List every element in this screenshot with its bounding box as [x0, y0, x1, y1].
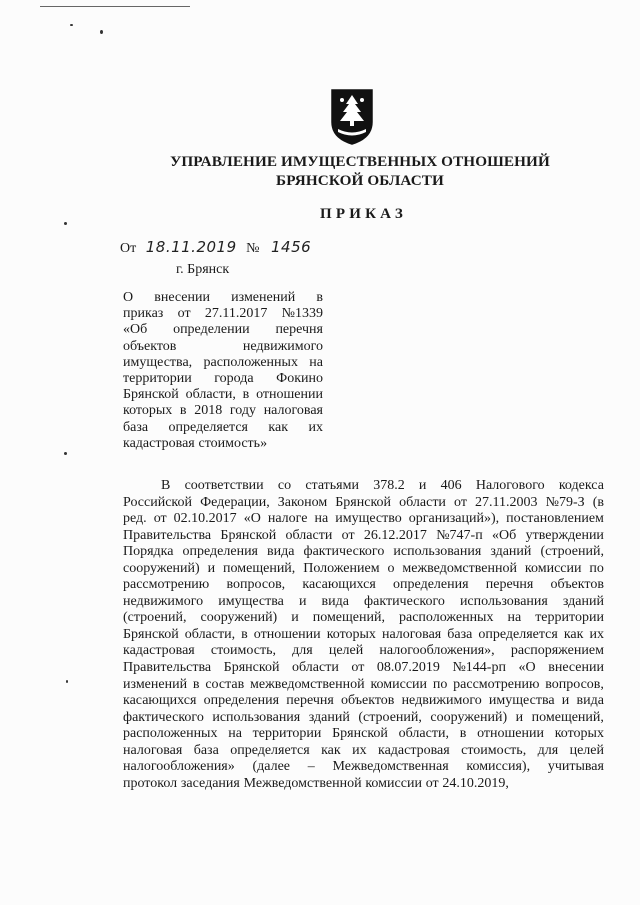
word: вопросов, [545, 676, 604, 692]
body-line [123, 561, 604, 578]
word: недвижимого [242, 338, 323, 354]
word: вопросов, [226, 577, 286, 593]
organization-name-line1: УПРАВЛЕНИЕ ИМУЩЕСТВЕННЫХ ОТНОШЕНИЙ [170, 153, 550, 170]
word: комиссии [370, 676, 428, 692]
order-body [123, 478, 604, 792]
word: на [314, 511, 329, 527]
word: отношении [256, 387, 323, 403]
word: кодекса [558, 478, 604, 493]
word: на [507, 610, 522, 626]
word: 378.2 [373, 478, 405, 493]
word: недвижимого [401, 693, 482, 709]
word: зданий [308, 709, 350, 725]
word: на [228, 726, 242, 742]
word: стоимость, [461, 742, 527, 758]
body-line [123, 610, 604, 627]
scan-speck [70, 24, 73, 26]
word: Брянской [123, 626, 179, 642]
date-number-line [120, 238, 311, 257]
word: Брянской [123, 387, 179, 403]
word: соответствии [184, 478, 264, 493]
scan-speck [64, 452, 67, 455]
body-line [123, 726, 604, 743]
word: Фокино [276, 371, 323, 387]
body-line [123, 511, 604, 528]
handwritten-date: 18.11.2019 [145, 238, 237, 256]
word: в [179, 403, 187, 419]
word: от [425, 775, 439, 791]
subject-line [123, 371, 323, 387]
word: Порядка [123, 544, 174, 560]
word: зданий [562, 593, 604, 609]
document-type: ПРИКАЗ [320, 206, 407, 222]
word: территории [252, 726, 322, 742]
word: целей [569, 742, 604, 758]
word: (в [592, 494, 604, 510]
word: организаций»), [408, 511, 500, 527]
word: налогообложения» [123, 759, 235, 775]
word: определения [182, 544, 258, 560]
word: сооружений) [430, 709, 508, 725]
word: от [177, 306, 191, 322]
scan-speck [64, 222, 67, 225]
word: изменений [231, 290, 296, 305]
word: в [241, 626, 248, 642]
word: (строений, [123, 610, 187, 626]
word: в [316, 290, 323, 305]
word: №747-п [436, 527, 483, 543]
subject-line [123, 436, 323, 452]
word: постановлением [506, 511, 604, 527]
word: перечня [286, 693, 334, 709]
word: Межведомственная [332, 759, 449, 775]
word: 02.10.2017 [173, 511, 237, 527]
word: в [459, 726, 467, 742]
word: как [321, 742, 341, 758]
word: от [341, 527, 355, 543]
word: помещений, [531, 709, 604, 725]
word: помещений, [312, 610, 385, 626]
word: для [537, 742, 559, 758]
word: использования [459, 593, 548, 609]
word: О [123, 290, 134, 305]
word: объектов [550, 577, 604, 593]
word: объектов [340, 693, 395, 709]
word: вида [576, 693, 604, 709]
word: определения [393, 577, 469, 593]
word: кадастровая [123, 435, 195, 451]
word: приказ [123, 306, 164, 322]
word: статьями [305, 478, 359, 493]
scan-border-line [40, 6, 190, 7]
word: 406 [440, 478, 462, 493]
word: Брянской [223, 660, 280, 676]
body-line [123, 528, 604, 545]
word: стоимость» [198, 435, 268, 451]
body-line [123, 544, 604, 561]
word: на [309, 354, 323, 370]
word: Брянской [332, 726, 388, 742]
word: состав [205, 676, 245, 692]
word: и [561, 693, 570, 709]
word: сооружений) [200, 610, 278, 626]
subject-line [123, 420, 323, 436]
word: Законом [277, 494, 328, 510]
word: и [515, 709, 524, 725]
word: №144-рп [452, 660, 506, 676]
word: Федерации, [200, 494, 270, 510]
word: области, [185, 387, 236, 403]
organization-name-line2: БРЯНСКОЙ ОБЛАСТИ [276, 172, 444, 189]
word: комиссии [365, 775, 422, 791]
word: «Об [123, 322, 148, 338]
word: города [214, 371, 254, 387]
word: целей [328, 643, 364, 659]
word: сооружений) [123, 560, 200, 576]
word: расположенных [123, 726, 218, 742]
word: области [399, 494, 446, 510]
word: вида [321, 593, 349, 609]
body-line [123, 495, 604, 512]
word: №1339 [281, 306, 323, 322]
word: в [192, 676, 200, 692]
word: их [308, 419, 323, 435]
body-line [123, 577, 604, 594]
body-line [123, 627, 604, 644]
subject-line [123, 306, 323, 322]
word: как [563, 626, 584, 642]
body-line [123, 743, 604, 760]
word: кадастровая [123, 643, 195, 659]
word: Межведомственной [243, 775, 362, 791]
word: области [285, 527, 333, 543]
word: фактического [364, 593, 445, 609]
word: от [454, 494, 467, 510]
word: в [242, 387, 250, 403]
word: отношении [477, 726, 544, 742]
word: вида [267, 544, 295, 560]
word: «Об [492, 527, 517, 543]
word: Правительства [123, 660, 212, 676]
word: Правительства [123, 527, 212, 543]
date-prefix: От [120, 241, 137, 256]
word: Положением [303, 560, 380, 576]
word: кадастровая [377, 742, 450, 758]
word: их [352, 742, 367, 758]
word: касающихся [123, 693, 197, 709]
body-line [123, 660, 604, 677]
subject-line [123, 403, 323, 419]
word: расположенных [399, 610, 494, 626]
organization-header [150, 152, 570, 190]
word: ред. [123, 511, 147, 527]
word: база [193, 742, 219, 758]
word: определения [203, 693, 280, 709]
word: отношении [253, 626, 321, 642]
word: расположенных [203, 354, 298, 370]
word: – [307, 759, 315, 775]
word: фактического [303, 544, 385, 560]
word: определении [173, 322, 250, 338]
word: база [123, 419, 149, 435]
word: имущество [335, 511, 402, 527]
word: комиссия), [466, 759, 531, 775]
word: имущества [488, 693, 555, 709]
word: учитывая [547, 759, 604, 775]
word: области, [184, 626, 236, 642]
word: от [153, 511, 167, 527]
word: территории [123, 371, 192, 387]
word: В [161, 478, 171, 493]
word: утверждении [525, 527, 604, 543]
word: которых [123, 403, 173, 419]
word: «О [243, 511, 261, 527]
word: заседания [180, 775, 240, 791]
word: и [418, 478, 427, 493]
word: фактического [123, 709, 204, 725]
word: области, [398, 726, 449, 742]
body-line [123, 677, 604, 694]
word: зданий [490, 544, 532, 560]
word: 27.11.2003 [475, 494, 538, 510]
subject-line [123, 290, 323, 306]
word: определяется [230, 742, 310, 758]
subject-line [123, 322, 323, 338]
scan-speck [66, 680, 68, 683]
number-sign: № [246, 241, 260, 256]
word: и [298, 593, 307, 609]
word: перечня [485, 577, 534, 593]
word: от [351, 660, 365, 676]
word: использования [212, 709, 301, 725]
handwritten-number: 1456 [270, 238, 312, 256]
body-line [123, 710, 604, 727]
word: помещений, [223, 560, 296, 576]
word: и [291, 610, 299, 626]
word: области [292, 660, 339, 676]
word: межведомственной [250, 676, 365, 692]
word: которых [554, 726, 604, 742]
order-subject [123, 290, 323, 452]
body-line [123, 759, 604, 776]
word: изменений [123, 676, 188, 692]
body-line [123, 643, 604, 660]
word: году [229, 403, 257, 419]
word: объектов [123, 338, 177, 354]
word: Российской [123, 494, 192, 510]
word: налоговая [381, 626, 442, 642]
word: 2018 [194, 403, 223, 419]
body-line [123, 776, 604, 793]
word: по [432, 676, 448, 692]
word: перечня [275, 322, 323, 338]
word: определяется [168, 419, 248, 435]
word: налоговая [263, 403, 323, 419]
word: Налогового [475, 478, 545, 493]
word: которых [326, 626, 376, 642]
subject-line [123, 387, 323, 403]
word: налоговая [123, 742, 183, 758]
word: протокол [123, 775, 178, 791]
word: территории [535, 610, 604, 626]
word: как [268, 419, 289, 435]
subject-line [123, 355, 323, 371]
subject-line [123, 339, 323, 355]
word: касающихся [302, 577, 376, 593]
word: комиссии [524, 560, 582, 576]
word: определяется [478, 626, 558, 642]
word: для [292, 643, 313, 659]
word: рассмотрению [123, 577, 210, 593]
coat-of-arms-icon [328, 88, 376, 146]
word: (далее [252, 759, 291, 775]
word: внесении [548, 660, 604, 676]
word: (строений, [358, 709, 422, 725]
word: внесении [154, 290, 210, 305]
word: Брянской [220, 527, 277, 543]
body-line [123, 478, 604, 495]
word: 26.12.2017 [363, 527, 427, 543]
word: (строений, [540, 544, 604, 560]
word: имущества [218, 593, 284, 609]
word: использования [393, 544, 482, 560]
body-line [123, 693, 604, 710]
word: «О [518, 660, 536, 676]
word: 24.10.2019, [442, 775, 509, 791]
word: Брянской [335, 494, 392, 510]
word: №79-З [545, 494, 585, 510]
word: межведомственной [402, 560, 517, 576]
word: со [277, 478, 292, 493]
scan-speck [100, 30, 103, 34]
word: налогообложения», [379, 643, 495, 659]
word: по [589, 560, 604, 576]
word: база [447, 626, 473, 642]
city-label: г. Брянск [176, 262, 230, 277]
word: 08.07.2019 [376, 660, 440, 676]
word: о [387, 560, 395, 576]
word: недвижимого [123, 593, 204, 609]
word: стоимость, [210, 643, 276, 659]
word: и [207, 560, 216, 576]
word: 27.11.2017 [204, 306, 268, 322]
word: рассмотрению [453, 676, 540, 692]
word: их [589, 626, 604, 642]
word: имущества, [123, 354, 193, 370]
body-line [123, 594, 604, 611]
word: налоге [267, 511, 308, 527]
word: распоряжением [510, 643, 604, 659]
